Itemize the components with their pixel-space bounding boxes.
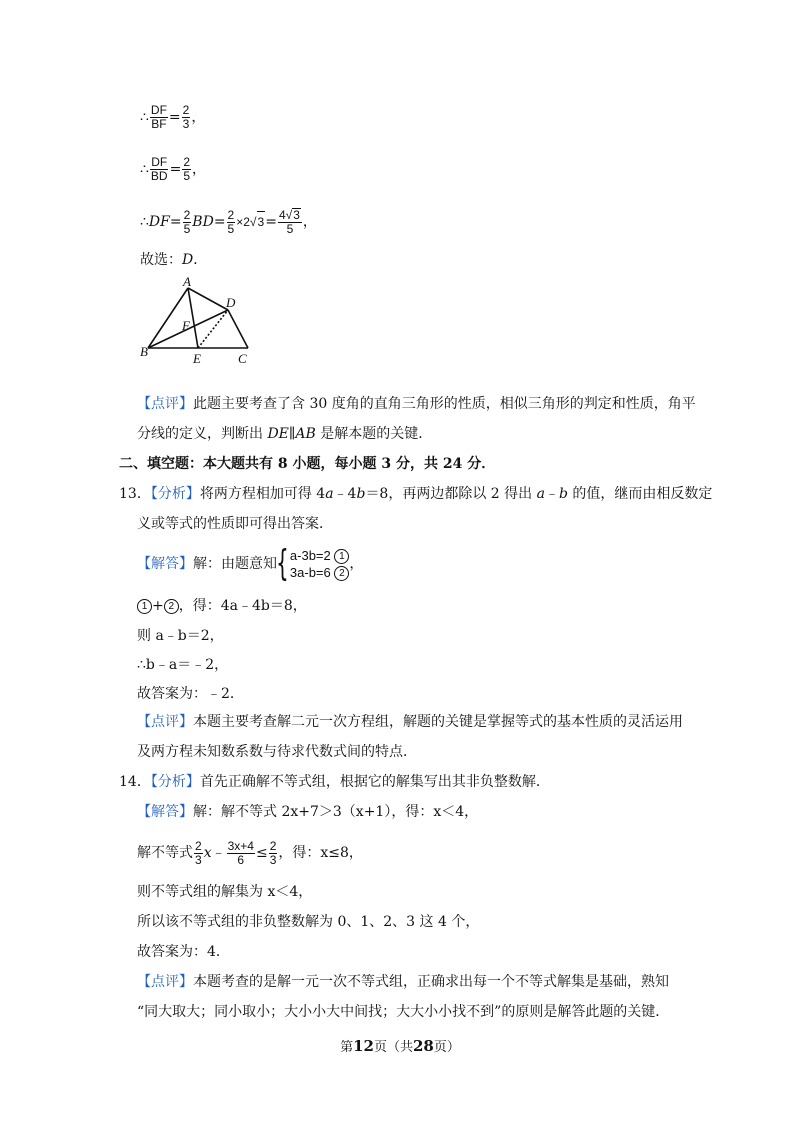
sqrt-sign: √ [249,215,257,229]
therefore-symbol: ∴ [140,161,149,178]
label-d: D [226,295,236,310]
derivation-line-1: ∴ $\frac{DF}{BF}$ = $\frac{2}{3}$ ， [140,103,206,131]
label-e: E [193,351,201,366]
q13-step-2: 则 a﹣b＝2， [137,628,224,644]
q14-nonnegative-integers: 所以该不等式组的非负整数解为 0、1、2、3 这 4 个， [137,914,480,930]
q14-comment-line-2: “同大取大；同小取小；大小小大中间找；大大小小找不到”的原则是解答此题的关键． [137,1004,670,1020]
q14-solution-set: 则不等式组的解集为 x＜4， [137,884,313,900]
equation-system: { a-3b=2 1 3a-b=6 2 [277,546,349,582]
q14-analysis-line: 14．【分析】首先正确解不等式组，根据它的解集写出其非负整数解． [119,774,550,790]
page-footer: 第12页（共28页） [340,1037,460,1055]
label-a: A [183,274,191,289]
q13-step-3: ∴b﹣a＝﹣2， [137,657,229,673]
comment-tag: 【点评】 [137,396,193,412]
q13-analysis-line-2: 义或等式的性质即可得出答案． [137,516,333,532]
q13-comment-line-1: 【点评】本题主要考查解二元一次方程组，解题的关键是掌握等式的基本性质的灵活运用 [137,714,683,730]
therefore-symbol: ∴ [140,109,149,126]
label-b: B [140,344,148,359]
q13-analysis-line-1: 13．【分析】将两方程相加可得 4a﹣4b＝8，再两边都除以 2 得出 a﹣b 的值，继而由相反数定 [119,486,713,502]
q13-step-1: 1 + 2 ，得：4a﹣4b＝8， [137,596,307,616]
fraction: $\frac{DF}{BF}$ [150,103,167,131]
section-heading: 二、填空题：本大题共有 8 小题，每小题 3 分，共 24 分． [119,456,496,472]
left-brace: { [276,543,289,584]
answer-choice-line: 故选：D． [140,252,208,268]
q14-final-answer: 故答案为：4． [137,944,230,960]
comment-1-line-2: 分线的定义，判断出 DE∥AB 是解本题的关键． [137,426,433,442]
q13-comment-line-2: 及两方程未知数系数与待求代数式间的特点． [137,744,417,760]
fraction: $\frac{2}{3}$ [182,103,190,131]
comment-1-line-1: 【点评】此题主要考查了含 30 度角的直角三角形的性质，相似三角形的判定和性质，角平 [137,396,696,412]
fraction: $\frac{DF}{BD}$ [150,155,168,183]
fraction: $\frac{2}{5}$ [183,155,191,183]
q14-answer-line-1: 【解答】解：解不等式 2x+7＞3（x+1），得：x＜4， [137,804,479,820]
derivation-line-2: ∴ $\frac{DF}{BD}$ = $\frac{2}{5}$ ， [140,155,207,183]
triangle-figure [138,272,258,368]
label-c: C [238,351,247,366]
q13-answer-system: 【解答】解：由题意知 { a-3b=2 1 3a-b=6 2 ， [137,543,364,584]
q14-comment-line-1: 【点评】本题考查的是解一元一次不等式组，正确求出每一个不等式解集是基础，熟知 [137,974,669,990]
q13-final-answer: 故答案为：﹣2． [137,686,244,702]
q14-inequality-2: 解不等式 $\frac{2}{3}$ x﹣ $\frac{3x+4}{6}$ ≤ $\frac{2}{3}$ ，得：x≤8， [137,838,363,867]
derivation-line-3: ∴DF= $\frac{2}{5}$ BD= $\frac{2}{5}$ ×2√3= $\frac{4√3}{5}$ ， [140,207,317,236]
label-f: F [182,318,190,333]
